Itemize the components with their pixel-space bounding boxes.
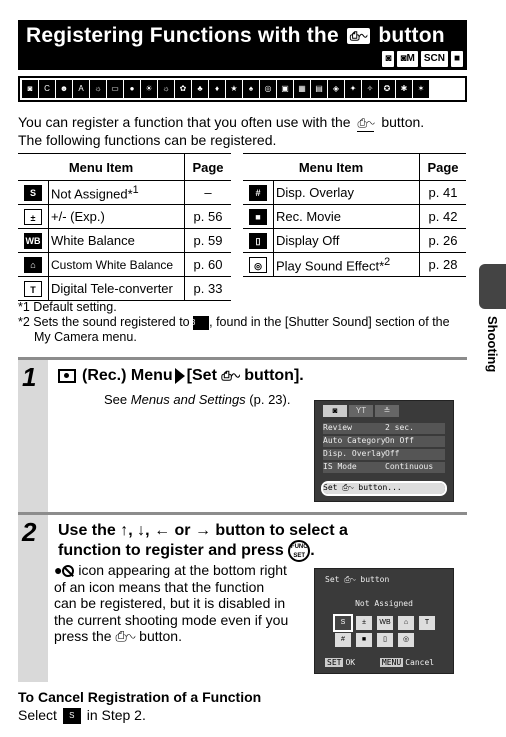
page-ref: –: [185, 181, 232, 205]
scene-mode-icon: SCN: [421, 51, 448, 67]
shortcut-button-icon: ⎙∿: [357, 116, 375, 130]
custom-white-balance-icon: ⌂: [398, 616, 414, 630]
display-off-icon: ▯: [249, 233, 267, 249]
step-number: 1: [22, 362, 37, 392]
white-balance-icon: WB: [377, 616, 393, 630]
screen-footer: [325, 658, 443, 667]
intro-text: button.: [381, 114, 425, 130]
intro-text: The following functions can be registered.: [18, 132, 277, 148]
mode-strip-icon: ☀: [141, 80, 157, 98]
column-header-page: Page: [185, 154, 232, 181]
menu-row: [323, 423, 445, 434]
not-assigned-icon: S: [63, 708, 81, 724]
page-ref: p. 33: [185, 277, 232, 301]
step-title-text: ,: [128, 522, 133, 539]
step-2-bullet: [54, 562, 289, 645]
step-title: [58, 521, 348, 562]
disabled-icon: [62, 565, 74, 577]
menu-item-table-right: [243, 153, 466, 277]
footnotes: [18, 300, 468, 345]
page-header: [18, 20, 467, 70]
arrow-left-icon: ←: [154, 522, 171, 539]
page-ref: p. 59: [185, 229, 232, 253]
mode-strip-icon: ★: [226, 80, 242, 98]
step-1: [18, 357, 467, 512]
column-header-menu-item: Menu Item: [243, 154, 420, 181]
table-row: [243, 181, 466, 205]
mode-strip-icon: ♠: [243, 80, 259, 98]
page-ref: p. 26: [420, 229, 467, 253]
see-text: (p. 23).: [249, 392, 291, 407]
menu-item-label: Disp. Overlay: [274, 181, 420, 205]
tab-setup: YT: [349, 405, 373, 417]
menu-item-label: Display Off: [274, 229, 420, 253]
table-row: [18, 229, 231, 253]
step-title-text: button to select a: [215, 522, 348, 539]
cancel-text-part: Select: [18, 707, 57, 723]
mode-strip-icon: ▤: [311, 80, 327, 98]
step-body: [48, 360, 467, 512]
exposure-icon: ±: [24, 209, 42, 225]
menu-row: [323, 436, 445, 447]
menu-row-value: Continuous: [385, 462, 434, 471]
chapter-label: [484, 316, 504, 386]
table-row: [18, 277, 231, 301]
white-balance-icon: WB: [24, 233, 42, 249]
func-set-button-icon: FUNC SET: [288, 540, 310, 562]
set-key-label: SET: [327, 658, 342, 667]
mode-strip-icon: ♦: [209, 80, 225, 98]
shortcut-button-icon: ⎙∿: [115, 628, 136, 644]
sound-effect-icon: ◎: [398, 633, 414, 647]
bullet-dot-icon: ●: [54, 562, 63, 578]
cancel-text: [18, 706, 468, 724]
movie-icon: ■: [249, 209, 267, 225]
mode-strip-icon: ▭: [107, 80, 123, 98]
menu-row-value: On Off: [385, 436, 414, 445]
menu-row: [323, 449, 445, 460]
camera-icon: [58, 369, 76, 383]
menu-row-value: 2 sec.: [385, 423, 414, 432]
table-row: [18, 205, 231, 229]
chapter-tab: [479, 264, 506, 309]
exposure-icon: ±: [356, 616, 372, 630]
function-grid: [335, 616, 437, 647]
mode-strip-icon: ◙: [22, 80, 38, 98]
step-title-text: ,: [145, 522, 150, 539]
menu-item-label: Digital Tele-converter: [49, 277, 185, 301]
cancel-registration: [18, 688, 468, 724]
cancel-heading: To Cancel Registration of a Function: [18, 689, 262, 705]
custom-white-balance-icon: ⌂: [24, 257, 42, 273]
arrow-down-icon: ↓: [137, 522, 146, 539]
menu-item-label: White Balance: [49, 229, 185, 253]
tele-converter-icon: T: [419, 616, 435, 630]
tab-mycamera: ≗: [375, 405, 399, 417]
menu-item-label: Custom White Balance: [49, 253, 185, 277]
table-row: [243, 229, 466, 253]
footnote-1: *1 Default setting.: [18, 300, 117, 314]
not-assigned-icon: S: [24, 185, 42, 201]
shooting-mode-strip: [18, 76, 467, 102]
step-title-text: (Rec.) Menu: [82, 367, 173, 384]
menu-row-selected: Set ⎙∿ button...: [323, 483, 445, 494]
page-ref: p. 28: [420, 253, 467, 277]
column-header-menu-item: Menu Item: [18, 154, 185, 181]
bullet-text: button.: [139, 628, 182, 644]
title-text-end: button: [378, 24, 445, 47]
grid-overlay-icon: #: [335, 633, 351, 647]
menu-tabs: [323, 405, 399, 417]
see-link: Menus and Settings: [130, 392, 246, 407]
footnote-marker: 2: [384, 255, 391, 268]
ok-label: OK: [345, 658, 356, 667]
table-row: [18, 253, 231, 277]
step-title-text: function to register and press: [58, 542, 284, 560]
see-text: See: [104, 392, 128, 407]
set-button-screen: [314, 568, 454, 674]
screen-selected-label: Not Assigned: [355, 599, 413, 608]
page-ref: p. 60: [185, 253, 232, 277]
page-ref: p. 56: [185, 205, 232, 229]
step-see-ref: [104, 392, 290, 407]
footnote-marker: 1: [132, 183, 139, 196]
mode-strip-icon: A: [73, 80, 89, 98]
mode-strip-icon: ☼: [90, 80, 106, 98]
arrow-up-icon: ↑: [120, 522, 129, 539]
menu-item-label: Not Assigned*: [51, 186, 133, 202]
mode-strip-icon: ✶: [413, 80, 429, 98]
menu-row-label: Review: [323, 423, 352, 432]
camera-menu-screen: [314, 400, 454, 502]
step-number: 2: [22, 517, 37, 547]
title-text: Registering Functions with the: [26, 24, 339, 47]
bullet-text: icon appearing at the bottom right of an icon means that the function can be registered, but it is disabled in the current shooting mode even if you press the: [54, 562, 289, 644]
mode-strip-icon: ☼: [158, 80, 174, 98]
step-title-text: Use the: [58, 522, 116, 539]
cancel-text-part: in Step 2.: [86, 707, 146, 723]
footnote-2: [18, 315, 468, 345]
arrow-right-icon: →: [194, 522, 211, 539]
arrow-right-icon: [175, 368, 185, 384]
table-row: [243, 205, 466, 229]
shortcut-button-icon: ⎙∿: [347, 28, 370, 44]
step-title-text: .: [310, 542, 315, 560]
mode-strip-icon: ✿: [175, 80, 191, 98]
shortcut-button-icon: ⎙∿: [221, 368, 240, 383]
mode-icons: [382, 51, 463, 67]
table-row: [18, 181, 231, 205]
column-header-page: Page: [420, 154, 467, 181]
menu-item-label: Rec. Movie: [274, 205, 420, 229]
menu-row: [323, 462, 445, 473]
menu-row-label: IS Mode: [323, 462, 357, 471]
mode-strip-icon: ●: [124, 80, 140, 98]
menu-key-label: MENU: [381, 658, 402, 667]
display-off-icon: ▯: [377, 633, 393, 647]
movie-mode-icon: ■: [451, 51, 463, 67]
intro-paragraph: [18, 114, 468, 148]
mode-strip-icon: ▦: [294, 80, 310, 98]
chapter-label-text: Shooting: [485, 316, 500, 373]
table-row: [243, 253, 466, 277]
screen-title: Set ⎙∿ button: [325, 575, 390, 584]
tele-converter-icon: T: [24, 281, 42, 297]
step-title-text: or: [174, 522, 191, 539]
step-title-text: button].: [244, 367, 304, 384]
manual-mode-icon: ◙M: [397, 51, 417, 67]
footnote-text: *2 Sets the sound registered to: [18, 315, 190, 329]
menu-item-label: Play Sound Effect*: [276, 258, 385, 274]
mode-strip-icon: ✱: [396, 80, 412, 98]
page-ref: p. 41: [420, 181, 467, 205]
menu-row-label: Auto Category: [323, 436, 386, 445]
intro-text: You can register a function that you often use with the: [18, 114, 351, 130]
cancel-label: Cancel: [405, 658, 435, 667]
mode-strip-icon: C: [39, 80, 55, 98]
menu-row-value: Off: [385, 449, 400, 458]
mode-strip-icon: ☻: [56, 80, 72, 98]
mode-strip-icon: ✦: [345, 80, 361, 98]
step-title: [58, 366, 304, 385]
mode-strip-icon: ♣: [192, 80, 208, 98]
step-title-text: [Set: [186, 367, 217, 384]
menu-row-label: Disp. Overlay: [323, 449, 386, 458]
sound-effect-icon: ◎: [249, 257, 267, 273]
grid-overlay-icon: #: [249, 185, 267, 201]
movie-icon: ■: [356, 633, 372, 647]
mode-strip-icon: ◈: [328, 80, 344, 98]
page-ref: p. 42: [420, 205, 467, 229]
menu-item-label: +/- (Exp.): [49, 205, 185, 229]
menu-item-table-left: [18, 153, 231, 301]
page-title: [26, 24, 445, 48]
not-assigned-icon: S: [335, 616, 351, 630]
mode-strip-icon: ◎: [260, 80, 276, 98]
mode-strip-icon: ✪: [379, 80, 395, 98]
shutter-sound-icon: 3: [193, 316, 209, 330]
tab-rec: ◙: [323, 405, 347, 417]
auto-mode-icon: ◙: [382, 51, 394, 67]
mode-strip-icon: ✧: [362, 80, 378, 98]
mode-strip-icon: ▣: [277, 80, 293, 98]
footnote-text: , found in the [Shutter Sound] section of the My Camera menu.: [34, 315, 450, 344]
